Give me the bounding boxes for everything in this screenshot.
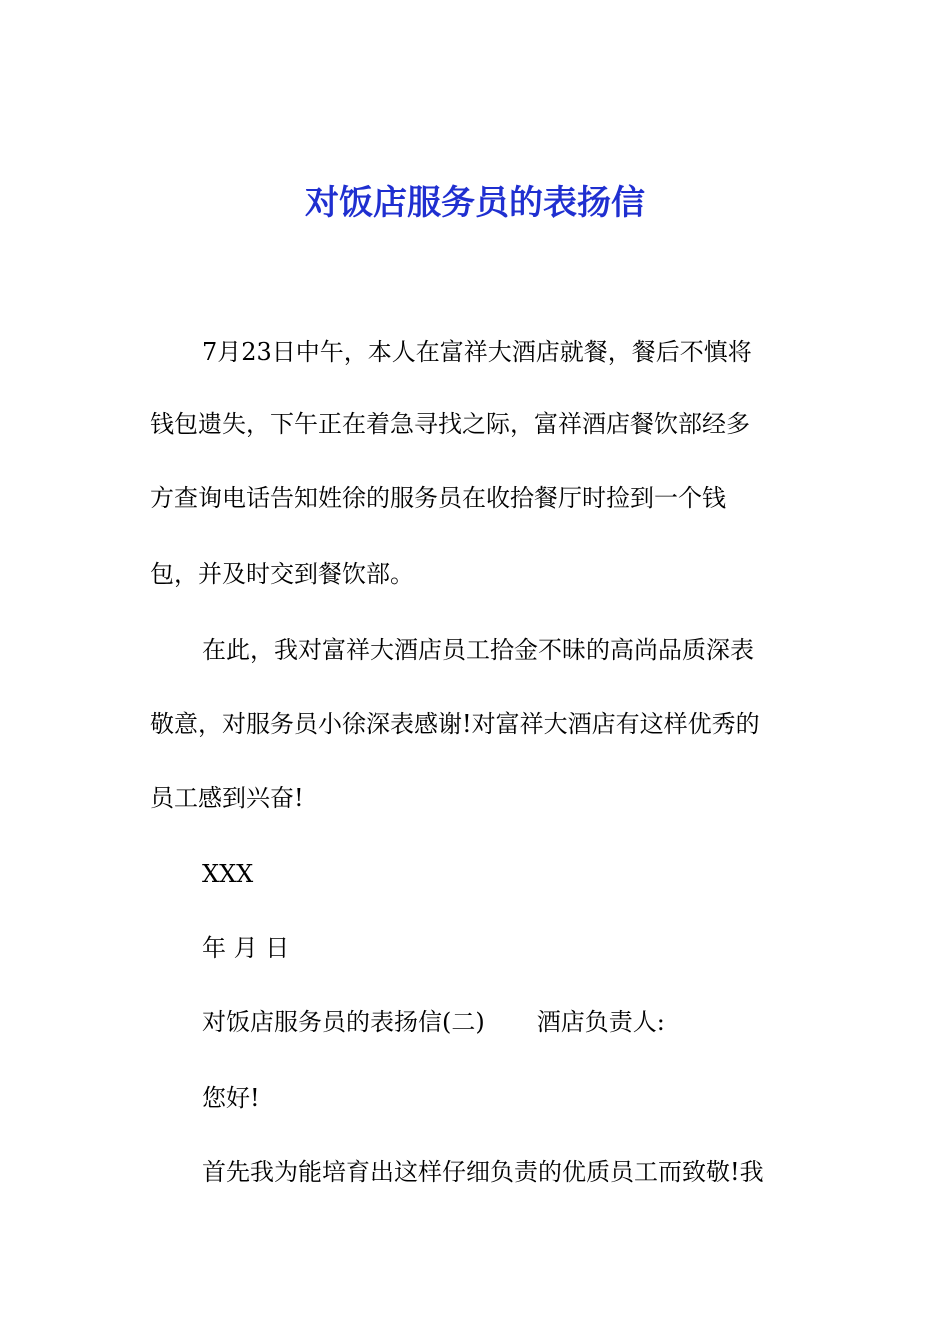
paragraph-line: 包，并及时交到餐饮部。 — [150, 560, 414, 588]
signature-date: 年 月 日 — [202, 934, 290, 962]
recipient-line: 酒店负责人: — [536, 1008, 665, 1036]
paragraph-line: 在此，我对富祥大酒店员工拾金不昧的高尚品质深表 — [202, 636, 754, 664]
document-title: 对饭店服务员的表扬信 — [305, 183, 645, 223]
greeting-line: 您好! — [202, 1084, 260, 1112]
paragraph-line: 方查询电话告知姓徐的服务员在收拾餐厅时捡到一个钱 — [150, 484, 726, 512]
paragraph-line: 钱包遗失，下午正在着急寻找之际，富祥酒店餐饮部经多 — [150, 410, 750, 438]
signature-name: XXX — [202, 860, 254, 888]
second-letter-heading — [202, 1004, 862, 1040]
paragraph-line: 员工感到兴奋! — [150, 784, 304, 812]
paragraph-line: 敬意，对服务员小徐深表感谢!对富祥大酒店有这样优秀的 — [150, 710, 760, 738]
paragraph-line: 首先我为能培育出这样仔细负责的优质员工而致敬!我 — [202, 1158, 764, 1186]
second-letter-title: 对饭店服务员的表扬信(二) — [202, 1008, 485, 1036]
paragraph-line: 7月23日中午，本人在富祥大酒店就餐，餐后不慎将 — [202, 338, 752, 366]
